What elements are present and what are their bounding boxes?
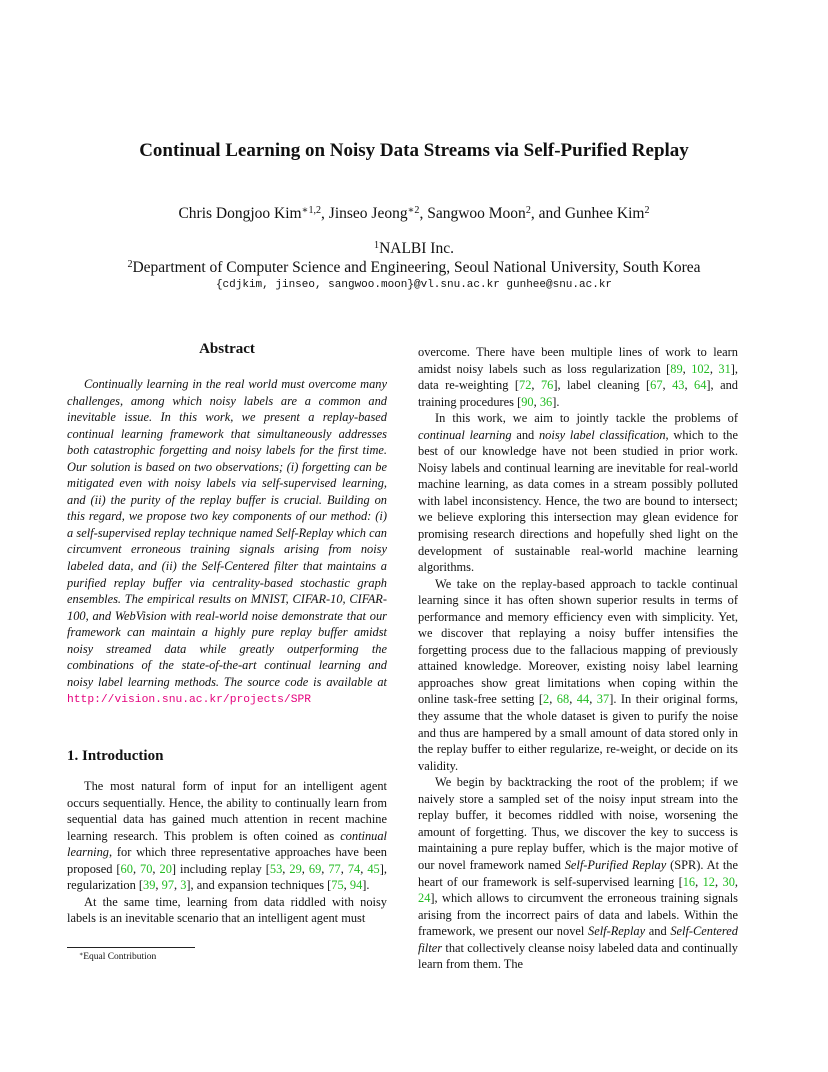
citation-link[interactable]: 37	[596, 692, 610, 707]
citation-link[interactable]: 90	[521, 394, 534, 409]
author: Chris Dongjoo Kim$^{∗1,2}$,	[178, 204, 329, 222]
author-emails: {cdjkim, jinseo, sangwoo.moon}@vl.snu.ac.kr gunhee@snu.ac.kr	[215, 279, 613, 291]
paragraph: overcome. There have been multiple lines of work to learn amidst noisy labels such as loss regularization [89, 102, 31], data re-weighting [72, 76], label cleaning [67, 43, 64], and training procedures [90, 36].	[418, 345, 738, 409]
citation-link[interactable]: 29	[289, 861, 302, 876]
affiliation-2: $^2$Department of Computer Science and Engineering, Seoul National University, South Korea	[127, 258, 701, 276]
citation-link[interactable]: 70	[140, 861, 153, 876]
citation-link[interactable]: 75	[331, 878, 344, 893]
footnote-rule	[67, 947, 195, 948]
introduction-body	[67, 778, 387, 927]
citation-link[interactable]: 97	[161, 878, 175, 893]
citation-link[interactable]: 20	[159, 861, 172, 876]
paragraph: We begin by backtracking the root of the problem; if we naively store a sampled set of the noisy input stream into the replay buffer, it becomes riddled with noise, worsening the amount of forgetting. Thus, we discover the key to success is maintaining a pure replay buffer, which is the major motive of our novel framework named Self-Purified Replay (SPR). At the heart of our framework is self-supervised learning [16, 12, 30, 24], which allows to circumvent the erroneous training signals arising from the incorrect pairs of data and labels. Within the framework, we present our novel Self-Replay and Self-Centered filter that collectively cleanse noisy labeled data and continually learn from them. The	[418, 775, 738, 972]
citation-link[interactable]: 94	[349, 878, 363, 893]
paragraph: In this work, we aim to jointly tackle the problems of continual learning and noisy label classification, which to the best of our knowledge have not been studied in prior work. Noisy labels and continual learning are inevitable for real-world machine learning, as data comes in a stream possibly polluted with label inconsistency. Hence, the two are bound to intersect; we believe exploring this intersection may glean evidence for promising research directions and hopefully shed light on the development of sustainable real-world machine learning algorithms.	[418, 411, 738, 575]
citation-link[interactable]: 31	[718, 361, 731, 376]
citation-link[interactable]: 3	[180, 878, 187, 893]
citation-link[interactable]: 77	[328, 861, 341, 876]
source-code-link[interactable]: http://vision.snu.ac.kr/projects/SPR	[67, 694, 312, 707]
citation-link[interactable]: 24	[418, 891, 431, 906]
citation-link[interactable]: 68	[556, 692, 570, 707]
abstract-text: Continually learning in the real world must overcome many challenges, among which noisy labels are a common and inevitable issue. In this work, we present a replay-based continual learning framework that simultaneously addresses both catastrophic forgetting and noisy labels for the first time. Our solution is based on two observations; (i) forgetting can be mitigated even with noisy labels via self-supervised learning, and (ii) the purity of the replay buffer is crucial. Building on this regard, we propose two key components of our method: (i) a self-supervised replay technique named Self-Replay which can circumvent erroneous training signals arising from noisy labeled data, and (ii) the Self-Centered filter that maintains a purified replay buffer via centrality-based stochastic graph ensembles. The empirical results on MNIST, CIFAR-10, CIFAR-100, and WebVision with real-world noise demonstrate that our framework can maintain a highly pure replay buffer amidst noisy streamed data while greatly outperforming the combinations of the state-of-the-art continual learning and noisy label learning methods. The source code is available at	[67, 377, 387, 689]
author: Gunhee Kim$^2$	[564, 204, 650, 222]
paragraph: We take on the replay-based approach to tackle continual learning since it has often shown superior results in terms of performance and memory efficiency even with simplicity. Yet, we discover that replaying a noisy buffer intensifies the forgetting process due to the fallacious mapping of previously attained knowledge. Moreover, existing noisy label learning approaches show great limitations when coping within the online task-free setting [2, 68, 44, 37]. In their original forms, they assume that the whole dataset is given to purify the noise and thus are hampered by a small amount of data stored only in the replay buffer to either regularize, re-weight, or decide on its validity.	[418, 576, 738, 773]
paragraph: At the same time, learning from data riddled with noisy labels is an inevitable scenario that an intelligent agent must	[67, 894, 387, 926]
paragraph: The most natural form of input for an intelligent agent occurs sequentially. Hence, the ability to continually learn from sequential data has gained much attention in recent machine learning research. This problem is often coined as continual learning, for which three representative approaches have been proposed [60, 70, 20] including replay [53, 29, 69, 77, 74, 45], regularization [39, 97, 3], and expansion techniques [75, 94].	[67, 779, 387, 893]
citation-link[interactable]: 39	[143, 878, 156, 893]
citation-link[interactable]: 36	[539, 394, 553, 409]
citation-link[interactable]: 102	[691, 361, 710, 376]
author-list	[0, 205, 828, 223]
citation-link[interactable]: 74	[347, 861, 361, 876]
citation-link[interactable]: 69	[308, 861, 322, 876]
abstract-body	[67, 376, 387, 709]
citation-link[interactable]: 67	[650, 378, 663, 393]
citation-link[interactable]: 72	[519, 378, 532, 393]
right-column	[418, 344, 738, 973]
citation-link[interactable]: 16	[682, 874, 696, 889]
author: Sangwoo Moon$^2$, and	[427, 204, 565, 222]
citation-link[interactable]: 53	[269, 861, 283, 876]
citation-link[interactable]: 89	[670, 361, 683, 376]
citation-link[interactable]: 45	[367, 861, 380, 876]
footnote: ∗Equal Contribution	[79, 951, 157, 962]
section-heading-introduction: 1. Introduction	[67, 748, 164, 764]
citation-link[interactable]: 2	[542, 692, 550, 707]
paper-title: Continual Learning on Noisy Data Streams via Self-Purified Replay	[139, 140, 689, 161]
citation-link[interactable]: 30	[722, 874, 735, 889]
author: Jinseo Jeong$^{∗2}$,	[328, 204, 428, 222]
citation-link[interactable]: 76	[540, 378, 554, 393]
citation-link[interactable]: 64	[694, 378, 707, 393]
citation-link[interactable]: 60	[120, 861, 133, 876]
citation-link[interactable]: 12	[702, 874, 715, 889]
abstract-heading: Abstract	[199, 341, 255, 357]
citation-link[interactable]: 44	[576, 692, 590, 707]
citation-link[interactable]: 43	[672, 378, 685, 393]
affiliation-1: $^1$NALBI Inc.	[374, 239, 454, 257]
